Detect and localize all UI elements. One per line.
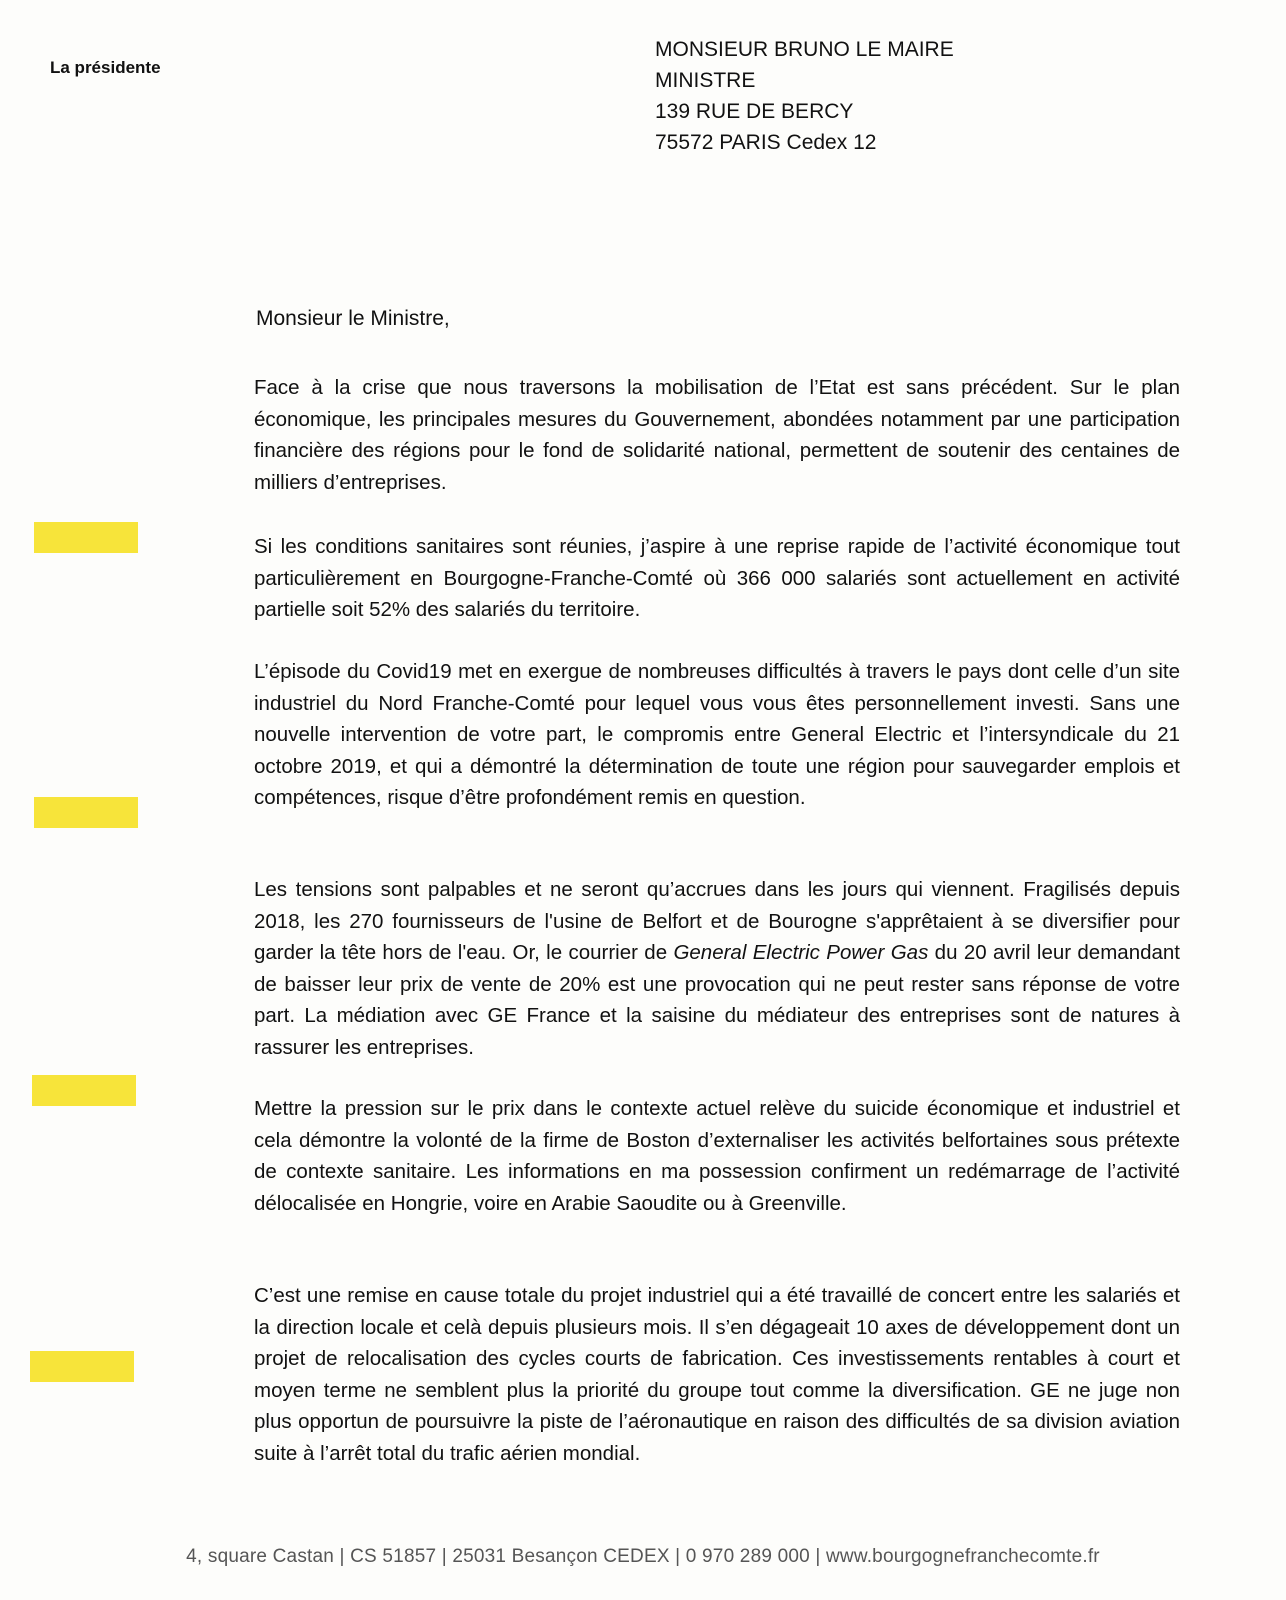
highlight-marker bbox=[30, 1351, 134, 1382]
tensions-text-emphasis: General Electric Power Gas bbox=[673, 941, 929, 964]
tensions-text-end: du 20 avril leur demandant de baisser leur prix de vente de 20% est une provocation qui ne peut rester sans réponse de votre part. La médiation avec GE France et la saisine du médiateur des entreprises sont de natures à rassurer les entreprises. bbox=[254, 941, 1180, 1059]
highlight-marker bbox=[34, 522, 138, 553]
paragraph-tensions bbox=[254, 874, 1180, 1063]
salutation: Monsieur le Ministre, bbox=[256, 307, 450, 330]
recipient-title: MINISTRE bbox=[655, 69, 756, 92]
recipient-street: 139 RUE DE BERCY bbox=[655, 100, 854, 123]
paragraph-price-pressure: Mettre la pression sur le prix dans le contexte actuel relève du suicide économique et industriel et cela démontre la volonté de la firme de Boston d’externaliser les activités belfortaines sous prétexte de contexte sanitaire. Les informations en ma possession confirment un redémarrage de l’activité délocalisée en Hongrie, voire en Arabie Saoudite ou à Greenville. bbox=[254, 1097, 1180, 1215]
paragraph-recovery: Si les conditions sanitaires sont réunies, j’aspire à une reprise rapide de l’activité économique tout particulièrement en Bourgogne-Franche-Comté où 366 000 salariés sont actuellement en activité partielle soit 52% des salariés du territoire. bbox=[254, 535, 1180, 621]
highlight-marker bbox=[32, 1075, 136, 1106]
footer-contact: 4, square Castan | CS 51857 | 25031 Besançon CEDEX | 0 970 289 000 | www.bourgognefranchecomte.fr bbox=[186, 1546, 1100, 1567]
recipient-address bbox=[655, 34, 954, 158]
paragraph-industrial-project: C’est une remise en cause totale du projet industriel qui a été travaillé de concert entre les salariés et la direction locale et celà depuis plusieurs mois. Il s’en dégageait 10 axes de développement dont un projet de relocalisation des cycles courts de fabrication. Ces investissements rentables à court et moyen terme ne semblent plus la priorité du groupe tout comme la diversification. GE ne juge non plus opportun de poursuivre la piste de l’aéronautique en raison des difficultés de sa division aviation suite à l’arrêt total du trafic aérien mondial. bbox=[254, 1284, 1180, 1465]
highlight-marker bbox=[34, 797, 138, 828]
recipient-name: MONSIEUR BRUNO LE MAIRE bbox=[655, 38, 954, 61]
sender-title: La présidente bbox=[50, 58, 161, 77]
recipient-city: 75572 PARIS Cedex 12 bbox=[655, 131, 877, 154]
tensions-text-start: Les tensions sont palpables et ne seront qu’accrues dans les jours qui viennent. Fragilisés depuis 2018, les 270 fournisseurs de l'usine de Belfort et de Bourogne s'apprêtaient à se diversifier pour garder la tête hors de l'eau. Or, le courrier de bbox=[254, 878, 1180, 964]
paragraph-covid-site: L’épisode du Covid19 met en exergue de nombreuses difficultés à travers le pays dont celle d’un site industriel du Nord Franche-Comté pour lequel vous vous êtes personnellement investi. Sans une nouvelle intervention de votre part, le compromis entre General Electric et l’intersyndicale du 21 octobre 2019, et qui a démontré la détermination de toute une région pour sauvegarder emplois et compétences, risque d’être profondément remis en question. bbox=[254, 660, 1180, 809]
paragraph-crisis: Face à la crise que nous traversons la mobilisation de l’Etat est sans précédent. Sur le plan économique, les principales mesures du Gouvernement, abondées notamment par une participation financière des régions pour le fond de solidarité national, permettent de soutenir des centaines de milliers d’entreprises. bbox=[254, 376, 1180, 494]
